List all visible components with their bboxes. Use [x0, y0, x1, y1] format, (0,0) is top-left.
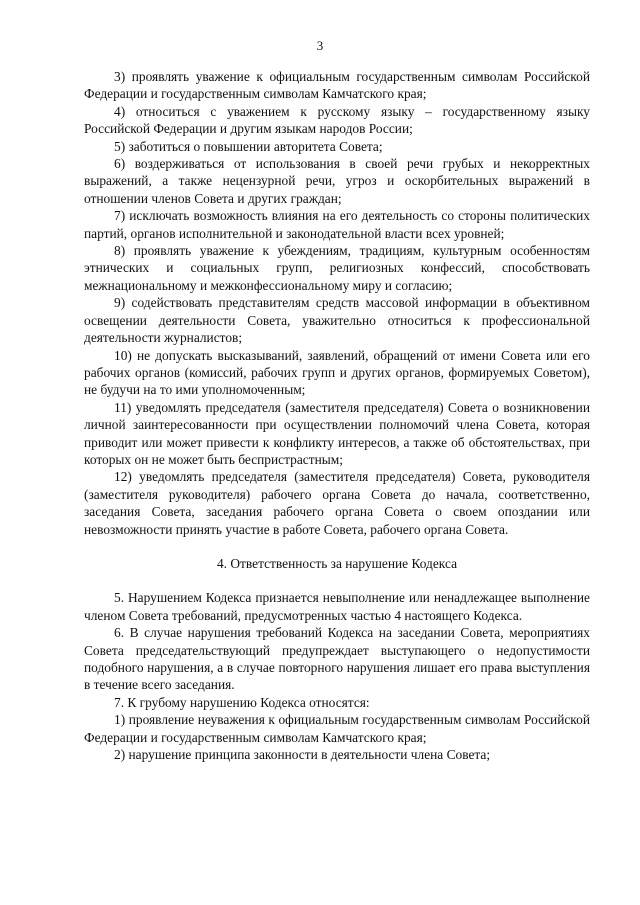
list-item: 1) проявление неуважения к официальным государственным символам Российской Федерации и государственным символам Камчатского края;: [84, 712, 590, 745]
section-heading: 4. Ответственность за нарушение Кодекса: [216, 555, 458, 571]
list-item: 7. К грубому нарушению Кодекса относятся:: [114, 694, 370, 710]
list-item: 6) воздерживаться от использования в своей речи грубых и некорректных выражений, а также нецензурной речи, угроз и оскорбительных выражений в отношении членов Совета и других граждан;: [84, 156, 590, 206]
list-item: 4) относиться с уважением к русскому языку – государственному языку Российской Федерации и другим языкам народов России;: [84, 103, 590, 137]
list-item: 3) проявлять уважение к официальным государственным символам Российской Федерации и государственным символам Камчатского края;: [84, 69, 590, 102]
list-item: 11) уведомлять председателя (заместителя председателя) Совета о возникновении личной заинтересованности при осуществлении полномочий члена Совета, которая приводит или может привести к конфликту интересов, а также об обстоятельствах, при которых он не может быть беспристрастным;: [84, 399, 590, 467]
list-item: 8) проявлять уважение к убеждениям, традициям, культурным особенностям этнических и социальных групп, религиозных конфессий, способствовать межнациональному и межконфессиональному миру и согласию;: [84, 243, 590, 293]
list-item: 2) нарушение принципа законности в деятельности члена Совета;: [114, 747, 491, 763]
list-item: 6. В случае нарушения требований Кодекса на заседании Совета, мероприятиях Совета председательствующий предупреждает выступающего о недопустимости подобного нарушения, а в случае повторного нарушения лишает его права выступления в течение всего заседания.: [84, 625, 590, 693]
page-number: 3: [316, 38, 324, 53]
list-item: 5) заботиться о повышении авторитета Совета;: [114, 138, 383, 154]
list-item: 9) содействовать представителям средств массовой информации в объективном освещении деятельности Совета, уважительно относиться к профессиональной деятельности журналистов;: [84, 295, 590, 346]
list-item: 10) не допускать высказываний, заявлений, обращений от имени Совета или его рабочих органов (комиссий, рабочих групп и других органов, формируемых Советом), не будучи на то ими уполномоченным;: [84, 347, 590, 398]
document-body: [84, 68, 590, 763]
list-item: 12) уведомлять председателя (заместителя председателя) Совета, руководителя (заместителя руководителя) рабочего органа Совета до начала, соответственно, заседания Совета, заседания рабочего органа Совета о своем опоздании или невозможности принять участие в работе Совета, рабочего органа Совета.: [84, 469, 590, 537]
list-item: 5. Нарушением Кодекса признается невыполнение или ненадлежащее выполнение членом Совета требований, предусмотренных частью 4 настоящего Кодекса.: [84, 590, 590, 623]
list-item: 7) исключать возможность влияния на его деятельность со стороны политических партий, органов исполнительной и законодательной власти всех уровней;: [84, 208, 590, 241]
